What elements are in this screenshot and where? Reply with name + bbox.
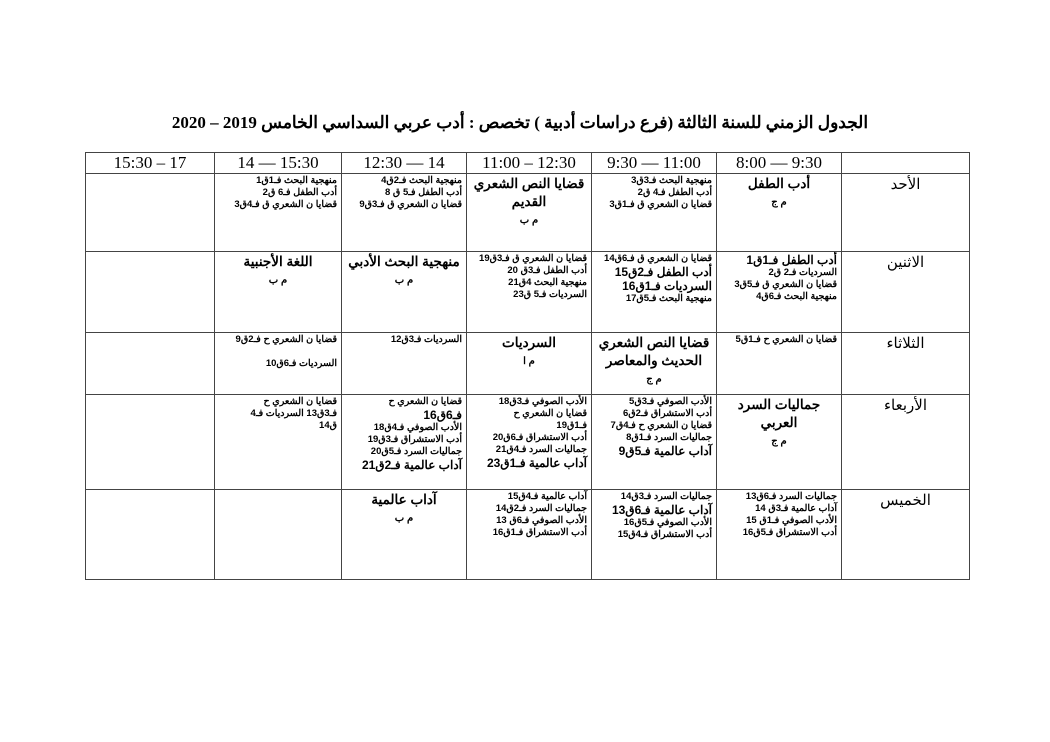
session-entry: قضايا ن الشعري ق فـ4ق3 <box>234 199 337 211</box>
cell-wed-2 <box>592 395 717 489</box>
header-slot-4: 12:30 — 14 <box>342 153 467 174</box>
cell-tue-5 <box>215 332 342 394</box>
session-entry: جماليات السرد فـ2ق14 <box>495 502 587 514</box>
cell-thu-3 <box>467 489 592 579</box>
cell-thu-6 <box>86 489 215 579</box>
session-entry: الأدب الصوفي فـ3ق5 <box>629 396 712 408</box>
session-entry: أدب الاستشراق فـ6ق20 <box>492 432 587 444</box>
session-entry: آداب عالمية فـ4ق15 <box>507 490 587 502</box>
session-entry: أدب الاستشراق فـ2ق6 <box>623 408 712 420</box>
course-title: جماليات السرد العربي <box>737 397 821 431</box>
session-entry: قضايا ن الشعري ق فـ1ق3 <box>609 199 712 211</box>
session-entry: أدب الاستشراق فـ1ق16 <box>492 526 587 538</box>
header-slot-1: 8:00 — 9:30 <box>717 153 842 174</box>
session-entry: فـ3ق13 السرديات فـ4 <box>250 408 337 420</box>
session-entry: منهجية البحث فـ3ق3 <box>631 175 712 187</box>
day-label: الأحد <box>842 174 970 252</box>
timetable <box>85 152 970 580</box>
cell-thu-2 <box>592 489 717 579</box>
session-entry: قضايا ن الشعري ح فـ1ق5 <box>735 333 837 345</box>
cell-sun-6 <box>86 174 215 252</box>
session-entry: الأدب الصوفي فـ4ق18 <box>373 422 462 434</box>
room-code: م ج <box>646 373 662 385</box>
room-code: م ج <box>771 197 787 209</box>
course-title: اللغة الأجنبية <box>243 254 313 270</box>
course-title: منهجية البحث الأدبي <box>348 254 460 270</box>
session-entry: أدب الطفل فـ5 ق 8 <box>385 187 462 199</box>
header-slot-3: 11:00 – 12:30 <box>467 153 592 174</box>
day-label: الاثنين <box>842 252 970 332</box>
row-tue <box>86 332 970 394</box>
session-entry: جماليات السرد فـ1ق8 <box>626 432 712 444</box>
cell-tue-3 <box>467 332 592 394</box>
session-entry: آداب عالمية فـ3ق 14 <box>755 502 837 514</box>
header-row <box>86 153 970 174</box>
session-entry: السرديات فـ3ق12 <box>390 333 462 345</box>
day-label: الأربعاء <box>842 395 970 489</box>
cell-tue-1 <box>717 332 842 394</box>
room-code: م ج <box>771 436 787 448</box>
session-entry: أدب الطفل فـ1ق1 <box>746 253 837 268</box>
session-entry: قضايا ن الشعري ح فـ2ق9 <box>235 333 337 345</box>
session-entry: السرديات فـ5 ق23 <box>513 289 587 301</box>
session-entry: منهجية البحث فـ1ق1 <box>256 175 337 187</box>
session-entry: قضايا ن الشعري ح <box>263 396 337 408</box>
cell-thu-5 <box>215 489 342 579</box>
header-day <box>842 153 970 174</box>
session-entry: أدب الطفل فـ4 ق2 <box>637 187 712 199</box>
cell-mon-4 <box>342 252 467 332</box>
session-entry: منهجية البحث فـ2ق4 <box>381 175 462 187</box>
page-title: الجدول الزمني للسنة الثالثة (فرع دراسات أدبية ) تخصص : أدب عربي السداسي الخامس 2019 – 2020 <box>171 113 869 132</box>
cell-wed-3 <box>467 395 592 489</box>
header-slot-2: 9:30 — 11:00 <box>592 153 717 174</box>
cell-mon-1 <box>717 252 842 332</box>
session-entry: قضايا ن الشعري ح فـ4ق7 <box>610 420 712 432</box>
cell-wed-6 <box>86 395 215 489</box>
session-entry: قضايا ن الشعري ق فـ6ق14 <box>604 253 712 265</box>
header-slot-5: 14 — 15:30 <box>215 153 342 174</box>
day-label: الثلاثاء <box>842 332 970 394</box>
session-entry: ق14 <box>319 420 337 432</box>
session-entry: آداب عالمية فـ2ق21 <box>361 458 462 473</box>
cell-wed-5 <box>215 395 342 489</box>
session-entry: الأدب الصوفي فـ6ق 13 <box>496 514 587 526</box>
cell-mon-3 <box>467 252 592 332</box>
room-code: م ب <box>394 512 414 524</box>
cell-tue-6 <box>86 332 215 394</box>
session-entry: أدب الطفل فـ3ق 20 <box>507 265 587 277</box>
session-entry: منهجية البحث فـ6ق4 <box>756 291 837 303</box>
room-code: م ا <box>523 355 535 367</box>
session-entry: آداب عالمية فـ1ق23 <box>486 456 587 471</box>
session-entry: أدب الاستشراق فـ3ق19 <box>367 434 462 446</box>
row-sun <box>86 174 970 252</box>
session-entry: الأدب الصوفي فـ1ق 15 <box>746 514 837 526</box>
session-entry: قضايا ن الشعري ح <box>388 396 462 408</box>
session-entry: قضايا ن الشعري ق فـ3ق19 <box>479 253 587 265</box>
day-label: الخميس <box>842 489 970 579</box>
room-code: م ب <box>394 275 414 287</box>
session-entry: السرديات فـ2 ق2 <box>768 267 837 279</box>
cell-wed-4 <box>342 395 467 489</box>
cell-thu-1 <box>717 489 842 579</box>
cell-mon-5 <box>215 252 342 332</box>
session-entry: قضايا ن الشعري ح <box>513 408 587 420</box>
session-entry: أدب الطفل فـ6 ق2 <box>262 187 337 199</box>
cell-sun-3 <box>467 174 592 252</box>
course-title: أدب الطفل <box>747 176 811 192</box>
cell-tue-2 <box>592 332 717 394</box>
row-wed <box>86 395 970 489</box>
row-mon <box>86 252 970 332</box>
room-code: م ب <box>268 275 288 287</box>
session-entry: جماليات السرد فـ3ق14 <box>620 490 712 502</box>
room-code: م ب <box>519 215 539 227</box>
session-entry: الأدب الصوفي فـ5ق16 <box>623 516 712 528</box>
cell-sun-5 <box>215 174 342 252</box>
cell-thu-4 <box>342 489 467 579</box>
course-title: قضايا النص الشعري الحديث والمعاصر <box>598 334 710 368</box>
cell-tue-4 <box>342 332 467 394</box>
spacer <box>219 346 337 358</box>
session-entry: آداب عالمية فـ5ق9 <box>618 444 712 459</box>
session-entry: قضايا ن الشعري ق فـ5ق3 <box>734 279 837 291</box>
session-entry: فـ1ق19 <box>556 420 587 432</box>
session-entry: جماليات السرد فـ4ق21 <box>495 444 587 456</box>
session-entry: فـ6ق16 <box>423 408 462 423</box>
cell-mon-2 <box>592 252 717 332</box>
session-entry: السرديات فـ1ق16 <box>622 279 712 294</box>
session-entry: أدب الطفل فـ2ق15 <box>614 265 712 280</box>
session-entry: منهجية البحث فـ5ق17 <box>625 293 712 305</box>
session-entry: أدب الاستشراق فـ4ق15 <box>617 528 712 540</box>
session-entry: منهجية البحث 4ق21 <box>508 277 587 289</box>
cell-mon-6 <box>86 252 215 332</box>
course-title: السرديات <box>502 334 556 350</box>
row-thu <box>86 489 970 579</box>
session-entry: السرديات فـ6ق10 <box>265 357 337 369</box>
session-entry: جماليات السرد فـ5ق20 <box>370 446 462 458</box>
cell-sun-1 <box>717 174 842 252</box>
cell-wed-1 <box>717 395 842 489</box>
cell-sun-4 <box>342 174 467 252</box>
course-title: آداب عالمية <box>371 491 437 507</box>
session-entry: أدب الاستشراق فـ5ق16 <box>742 526 837 538</box>
session-entry: الأدب الصوفي فـ3ق18 <box>498 396 587 408</box>
session-entry: آداب عالمية فـ6ق13 <box>611 502 712 517</box>
course-title: قضايا النص الشعري القديم <box>473 176 585 210</box>
session-entry: قضايا ن الشعري ق فـ3ق9 <box>359 199 462 211</box>
session-entry: جماليات السرد فـ6ق13 <box>745 490 837 502</box>
cell-sun-2 <box>592 174 717 252</box>
header-slot-6: 15:30 – 17 <box>86 153 215 174</box>
